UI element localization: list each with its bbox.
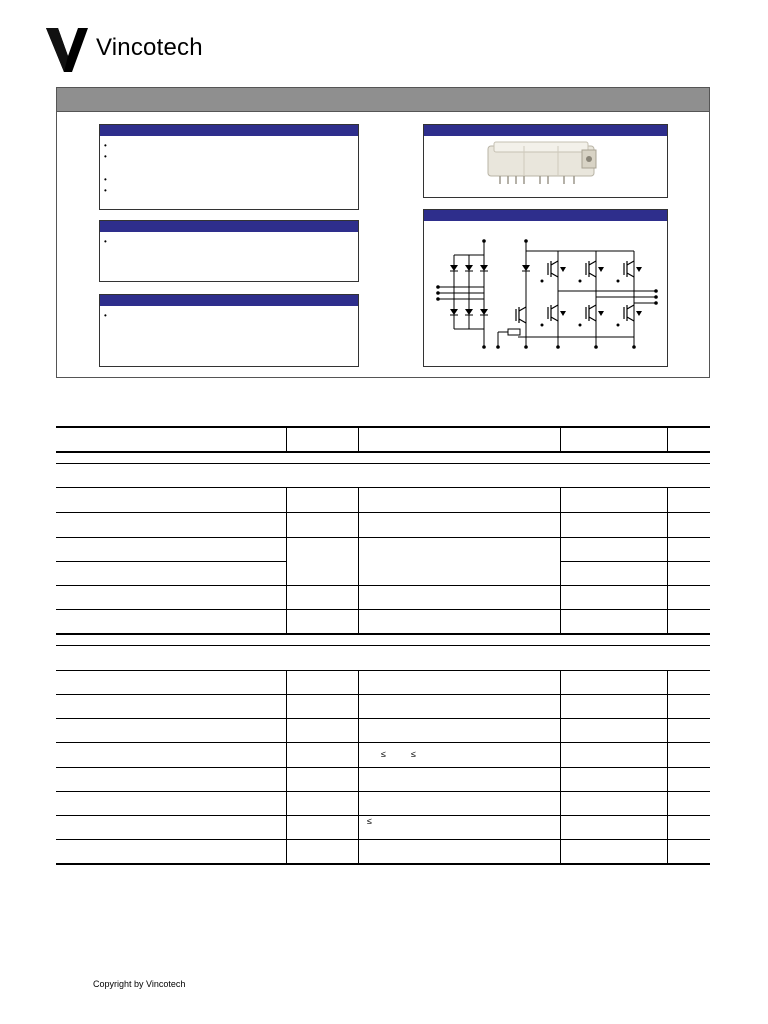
table-row <box>56 767 710 768</box>
table-row <box>56 694 710 695</box>
column-divider <box>560 488 561 633</box>
table-row <box>56 585 710 586</box>
table-row-split <box>560 561 710 562</box>
table-row <box>56 537 710 538</box>
condition-symbols: ≤ ≤ <box>381 749 416 759</box>
section-rule <box>56 645 710 646</box>
housing-box <box>423 124 668 198</box>
vincotech-logo <box>44 26 244 76</box>
column-divider <box>286 671 287 863</box>
bullet-icon: • <box>104 152 107 161</box>
table-header-rule <box>56 451 710 453</box>
types-box <box>99 294 359 367</box>
bullet-icon: • <box>104 141 107 150</box>
table-row <box>56 742 710 743</box>
types-header <box>100 295 358 306</box>
column-divider <box>358 671 359 863</box>
features-header <box>100 125 358 136</box>
table-top-rule <box>56 426 710 428</box>
applications-box <box>99 220 359 282</box>
logo-mark-icon <box>44 26 90 74</box>
table-row <box>56 791 710 792</box>
bullet-icon: • <box>104 175 107 184</box>
bullet-icon: • <box>104 186 107 195</box>
column-divider <box>667 488 668 633</box>
copyright-text: Copyright by Vincotech <box>93 979 186 989</box>
column-divider <box>358 488 359 633</box>
applications-header <box>100 221 358 232</box>
table-row <box>56 512 710 513</box>
column-divider <box>560 428 561 451</box>
schematic-header <box>424 210 667 221</box>
table-row <box>56 609 710 610</box>
column-divider <box>667 428 668 451</box>
section-end-rule <box>56 633 710 635</box>
schematic-box <box>423 209 668 367</box>
column-divider <box>358 428 359 451</box>
bullet-icon: • <box>104 237 107 246</box>
table-row <box>56 487 710 488</box>
column-divider <box>286 488 287 633</box>
table-row <box>56 670 710 671</box>
module-housing-icon <box>424 136 669 198</box>
condition-symbol: ≤ <box>367 816 372 826</box>
column-divider <box>560 671 561 863</box>
section-rule <box>56 463 710 464</box>
logo-text: Vincotech <box>96 34 203 61</box>
column-divider <box>286 428 287 451</box>
title-bar <box>57 88 709 112</box>
housing-header <box>424 125 667 136</box>
table-row <box>56 815 710 816</box>
bullet-icon: • <box>104 311 107 320</box>
table-bottom-rule <box>56 863 710 865</box>
features-box <box>99 124 359 210</box>
circuit-schematic-icon <box>424 221 669 367</box>
column-divider <box>667 671 668 863</box>
table-row <box>56 839 710 840</box>
table-row <box>56 718 710 719</box>
table-row-split <box>56 561 286 562</box>
